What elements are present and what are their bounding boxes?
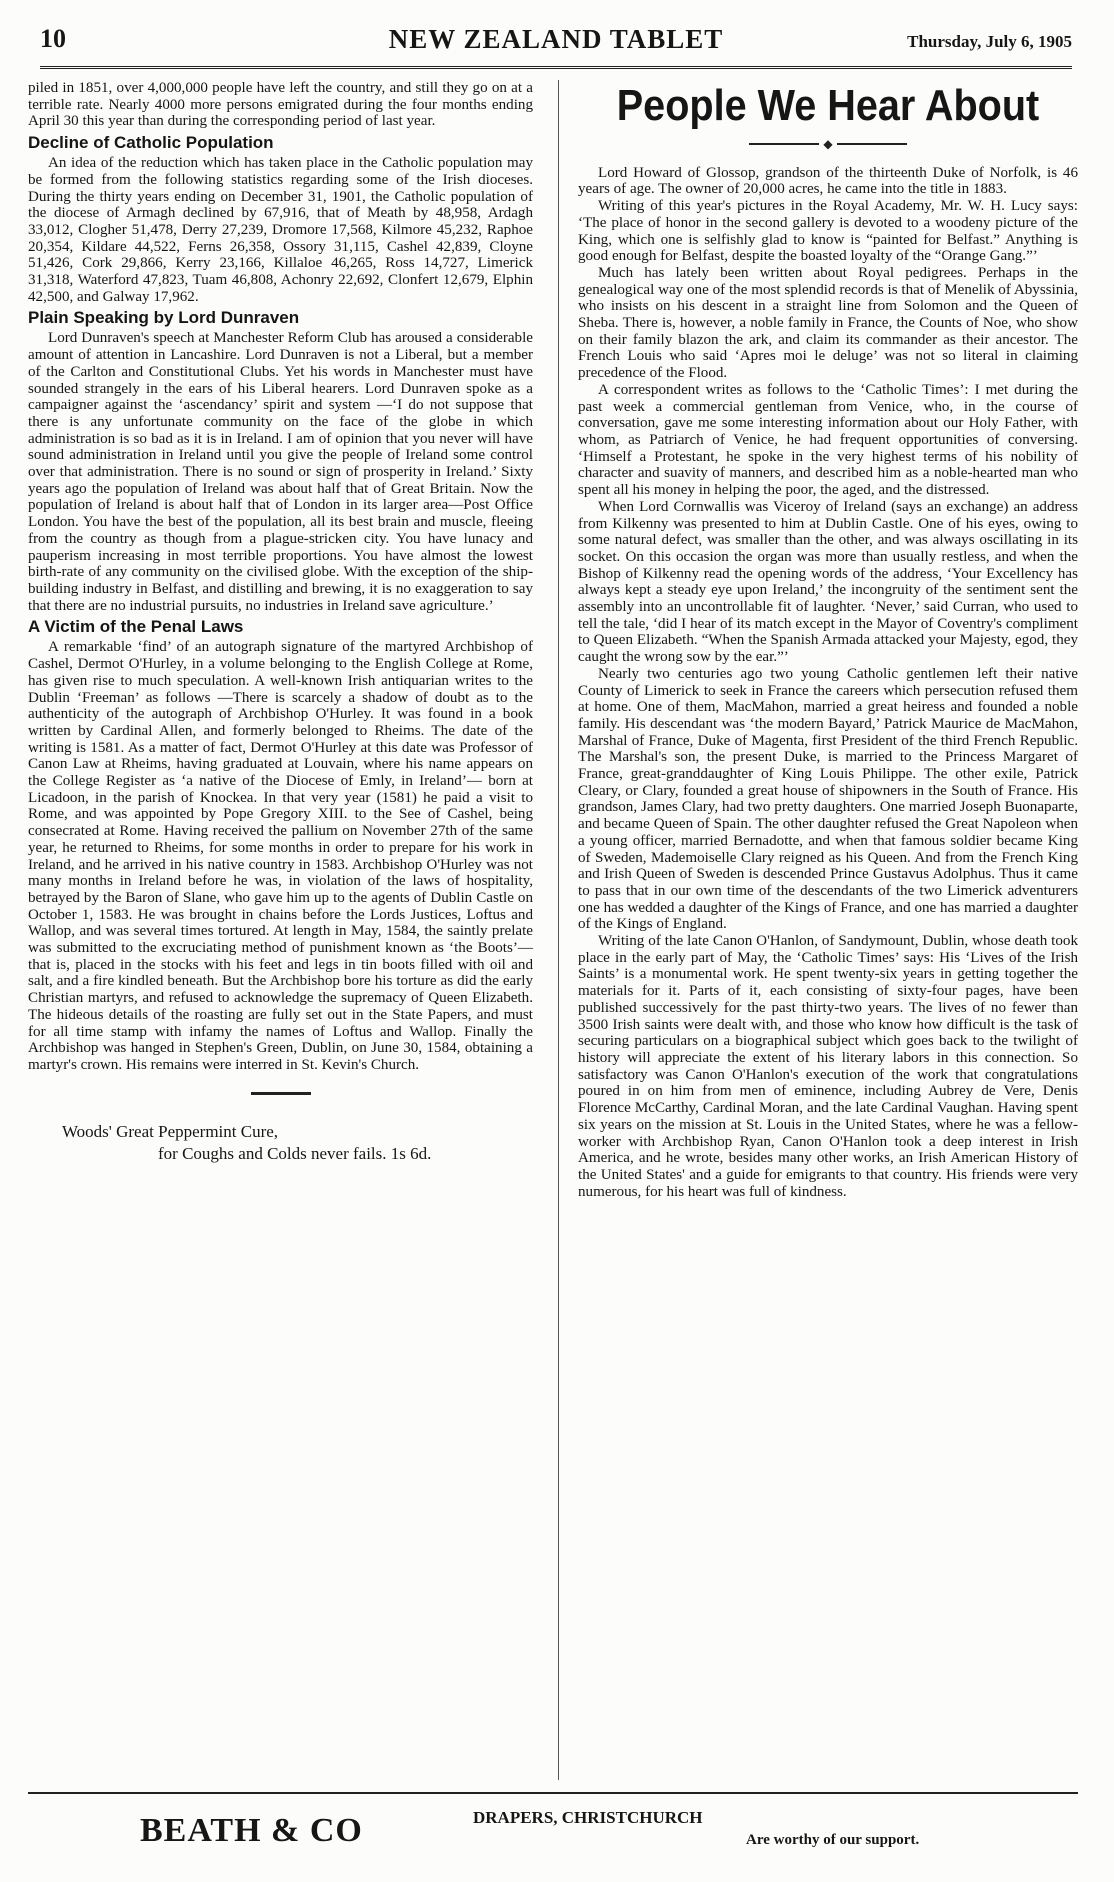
section-paragraph-decline: An idea of the reduction which has taken place in the Catholic population may be formed from the following statistics regarding some of the Irish dioceses. During the thirty years ending on December 31, 1901, the Catholic population of the diocese of Armagh declined by 67,916, that of Meath by 48,958, Ardagh 33,012, Clogher 51,478, Derry 27,239, Dromore 17,568, Kilmore 45,232, Raphoe 20,354, Kildare 44,522, Ferns 26,358, Ossory 31,115, Cashel 42,839, Cloyne 51,426, Cork 29,866, Kerry 23,166, Killaloe 46,265, Ross 14,727, Limerick 31,318, Waterford 47,823, Tuam 46,808, Achonry 22,692, Clonfert 12,679, Elphin 42,500, and Galway 17,962. <box>28 155 533 305</box>
left-column <box>28 80 533 1165</box>
ornament-rule-right <box>837 143 907 145</box>
peppermint-advert <box>28 1121 533 1165</box>
article-paragraph: Writing of this year's pictures in the Royal Academy, Mr. W. H. Lucy says: ‘The place of honor in the second gallery is devoted to a woodeny picture of the King, which one is selfishly glad to know is “painted for Belfast.” Anything is good enough for Belfast, despite the boasted loyalty of the “Orange Gang.”’ <box>578 198 1078 265</box>
end-rule <box>251 1092 311 1095</box>
article-paragraph: When Lord Cornwallis was Viceroy of Ireland (says an exchange) an address from Kilkenny was presented to him at Dublin Castle. One of his eyes, owing to some natural defect, was smaller than the other, and was always oscillating in its socket. On this occasion the organ was more than usually restless, and when the Bishop of Kilkenny read the opening words of the address, ‘Your Excellency has always kept a steady eye upon Ireland,’ the incongruity of the sentiment sent the assembly into an uncontrollable fit of laughter. ‘Never,’ said Curran, who used to tell the tale, ‘did I hear of its match except in the Mayor of Coventry's compliment to Queen Elizabeth. “When the Spanish Armada attacked your Majesty, egod, they caught the wrong sow by the ear.”’ <box>578 498 1078 666</box>
article-paragraph: Writing of the late Canon O'Hanlon, of Sandymount, Dublin, whose death took place in the early part of May, the ‘Catholic Times’ says: His ‘Lives of the Irish Saints’ is a monumental work. He spent twenty-six years in getting together the materials for it. Parts of it, each consisting of sixty-four pages, have been published successively for the past thirty-two years. The lives of no fewer than 3500 Irish saints were dealt with, and those who know how difficult is the task of securing particulars on a biographical subject which goes back to the twilight of history will appreciate the extent of his literary labors in this connection. So satisfactory was Canon O'Hanlon's execution of the work that congratulations poured in on him from men of eminence, including Aubrey de Vere, Denis Florence McCarthy, Cardinal Moran, and the late Cardinal Vaughan. Having spent six years on the mission at St. Louis in the United States, where he was a fellow-worker with Archbishop Ryan, Canon O'Hanlon took a deep interest in Irish America, and he wrote, besides many other works, an Irish American History of the United States' and a guide for emigrants to that country. His friends were very numerous, for his heart was full of kindness. <box>578 933 1078 1200</box>
page-number: 10 <box>40 24 66 53</box>
article-paragraph: Much has lately been written about Royal pedigrees. Perhaps in the genealogical way one of the most splendid records is that of Menelik of Abyssinia, who insists on his descent in a straight line from Solomon and the Queen of Sheba. There is, however, a noble family in France, the Counts of Noe, who show on their family blazon the ark, and claim its commander as their ancestor. The French Louis who said ‘Apres moi le deluge’ was not so literal in claiming precedence of the Flood. <box>578 264 1078 382</box>
footer-support: Are worthy of our support. <box>746 1832 920 1848</box>
section-heading-penal-laws: A Victim of the Penal Laws <box>28 617 244 637</box>
section-heading-decline: Decline of Catholic Population <box>28 133 274 153</box>
footer-advert <box>28 1792 1078 1854</box>
article-paragraph: Lord Howard of Glossop, grandson of the thirteenth Duke of Norfolk, is 46 years of age. The owner of 20,000 acres, he came into the title in 1883. <box>578 164 1078 198</box>
advert-line-2: for Coughs and Colds never fails. 1s 6d. <box>158 1143 432 1163</box>
article-paragraph: A correspondent writes as follows to the ‘Catholic Times’: I met during the past week a commercial gentleman from Venice, who, in the course of conversation, gave me some interesting information about our Holy Father, with whom, as Patriarch of Venice, he had frequent opportunities of conversing. ‘Himself a Protestant, he spoke in the very highest terms of his nobility of character and suavity of manners, and described him as a noble-hearted man who spent all his money in helping the poor, the aged, and the distressed. <box>578 381 1078 499</box>
footer-drapers: DRAPERS, CHRISTCHURCH <box>473 1808 703 1827</box>
section-paragraph-dunraven: Lord Dunraven's speech at Manchester Reform Club has aroused a considerable amount of attention in Lancashire. Lord Dunraven is not a Liberal, but a member of the Carlton and Constitutional Clubs. Yet his words in Manchester must have sounded strangely in the ears of his Liberal hearers. Lord Dunraven spoke as a campaigner against the ‘ascendancy’ spirit and system —‘I do not suppose that there is any unfortunate community on the face of the globe in which administration is so bad as it is in Ireland. I am of opinion that you never will have sound administration in Ireland until you give the people of Ireland some control over that administration. There is no sound or sign of prosperity in Ireland.’ Sixty years ago the population of Ireland was about half that of Great Britain. Now the population of Ireland is about half that of London in its larger area—Post Office London. You have the best of the population, all its best brain and muscle, fleeing from the country as though from a plague-stricken city. You have lunacy and pauperism increasing in most terrible proportions. You have almost the lowest birth-rate of any community on the civilised globe. With the exception of the ship-building industry in Belfast, and distilling and brewing, it is no exaggeration to say that there are no industrial pursuits, no industries in Ireland save agriculture.’ <box>28 330 533 614</box>
masthead <box>40 18 1072 69</box>
section-heading-dunraven: Plain Speaking by Lord Dunraven <box>28 308 300 328</box>
intro-paragraph: piled in 1851, over 4,000,000 people have left the country, and still they go on at a terrible rate. Nearly 4000 more persons emigrated during the four months ending April 30 this year than during the corresponding period of last year. <box>28 80 533 130</box>
ornament-rule-left <box>749 143 819 145</box>
footer-brand: BEATH & CO <box>140 1812 363 1849</box>
article-paragraph: Nearly two centuries ago two young Catholic gentlemen left their native County of Limerick to seek in France the careers which persecution refused them at home. One of them, MacMahon, married a great heiress and founded a noble family. His descendant was ‘the modern Bayard,’ Patrick Maurice de MacMahon, Marshal of France, Duke of Magenta, first President of the third French Republic. The Marshal's son, the present Duke, is married to the Princess Margaret of France, great-granddaughter of King Louis Philippe. The other exile, Patrick Cleary, or Clary, founded a great house of shipowners in the South of France. His grandson, James Clary, had two pretty daughters. One married Joseph Buonaparte, and became Queen of Spain. The other daughter refused the Great Napoleon when a young officer, married Bernadotte, and when that famous soldier became King of Sweden, Mademoiselle Clary reigned as his Queen. And from the French King and Irish Queen of Sweden is descended Prince Gustavus Adolphus. Thus it came to pass that in our own time of the descendants of the two Limerick adventurers one has wedded a daughter of the Kings of France, and one has married a daughter of the Kings of England. <box>578 665 1078 933</box>
heading-ornament <box>578 136 1078 153</box>
diamond-icon: ◆ <box>823 137 833 151</box>
issue-date: Thursday, July 6, 1905 <box>907 32 1072 51</box>
column-divider <box>558 80 559 1780</box>
people-we-hear-about-heading: People We Hear About <box>616 81 1040 130</box>
newspaper-title: NEW ZEALAND TABLET <box>388 24 724 54</box>
advert-line-1: Woods' Great Peppermint Cure, <box>62 1121 279 1141</box>
right-column <box>578 80 1078 1200</box>
section-paragraph-penal-laws: A remarkable ‘find’ of an autograph signature of the martyred Archbishop of Cashel, Dermot O'Hurley, in a volume belonging to the English College at Rome, has given rise to much speculation. A well-known Irish antiquarian writes to the Dublin ‘Freeman’ as follows —There is scarcely a shadow of doubt as to the authenticity of the autograph of Archbishop O'Hurley. It was found in a book written by Cardinal Allen, and formerly belonged to Rheims. The date of the writing is 1581. As a matter of fact, Dermot O'Hurley at this date was Professor of Canon Law at Rheims, having graduated at Louvain, where his name appears on the College Register as ‘a native of the Diocese of Emly, in Ireland’— born at Licadoon, in the parish of Knockea. In that very year (1581) he paid a visit to Rome, and was appointed by Pope Gregory XIII. to the See of Cashel, being consecrated at Rome. Having received the pallium on November 27th of the same year, he returned to Rheims, for some months in order to prepare for his work in Ireland, and he arrived in his native country in 1583. Archbishop O'Hurley was not many months in Ireland before he was, in violation of the laws of hospitality, betrayed by the Baron of Slane, who gave him up to the agents of Dublin Castle on October 1, 1583. He was brought in chains before the Lords Justices, Loftus and Wallop, and was several times tortured. At length in May, 1584, the saintly prelate was submitted to the excruciating method of punishment known as ‘the Boots’—that is, placed in the stocks with his feet and legs in tin boots filled with oil and salt, and a fire kindled beneath. But the Archbishop bore his torture as did the early Christian martyrs, and refused to acknowledge the supremacy of Queen Elizabeth. The hideous details of the roasting are fully set out in the State Papers, and must for all time stamp with infamy the names of Loftus and Wallop. Finally the Archbishop was hanged in Stephen's Green, Dublin, on June 30, 1584, obtaining a martyr's crown. His remains were interred in St. Kevin's Church. <box>28 639 533 1073</box>
